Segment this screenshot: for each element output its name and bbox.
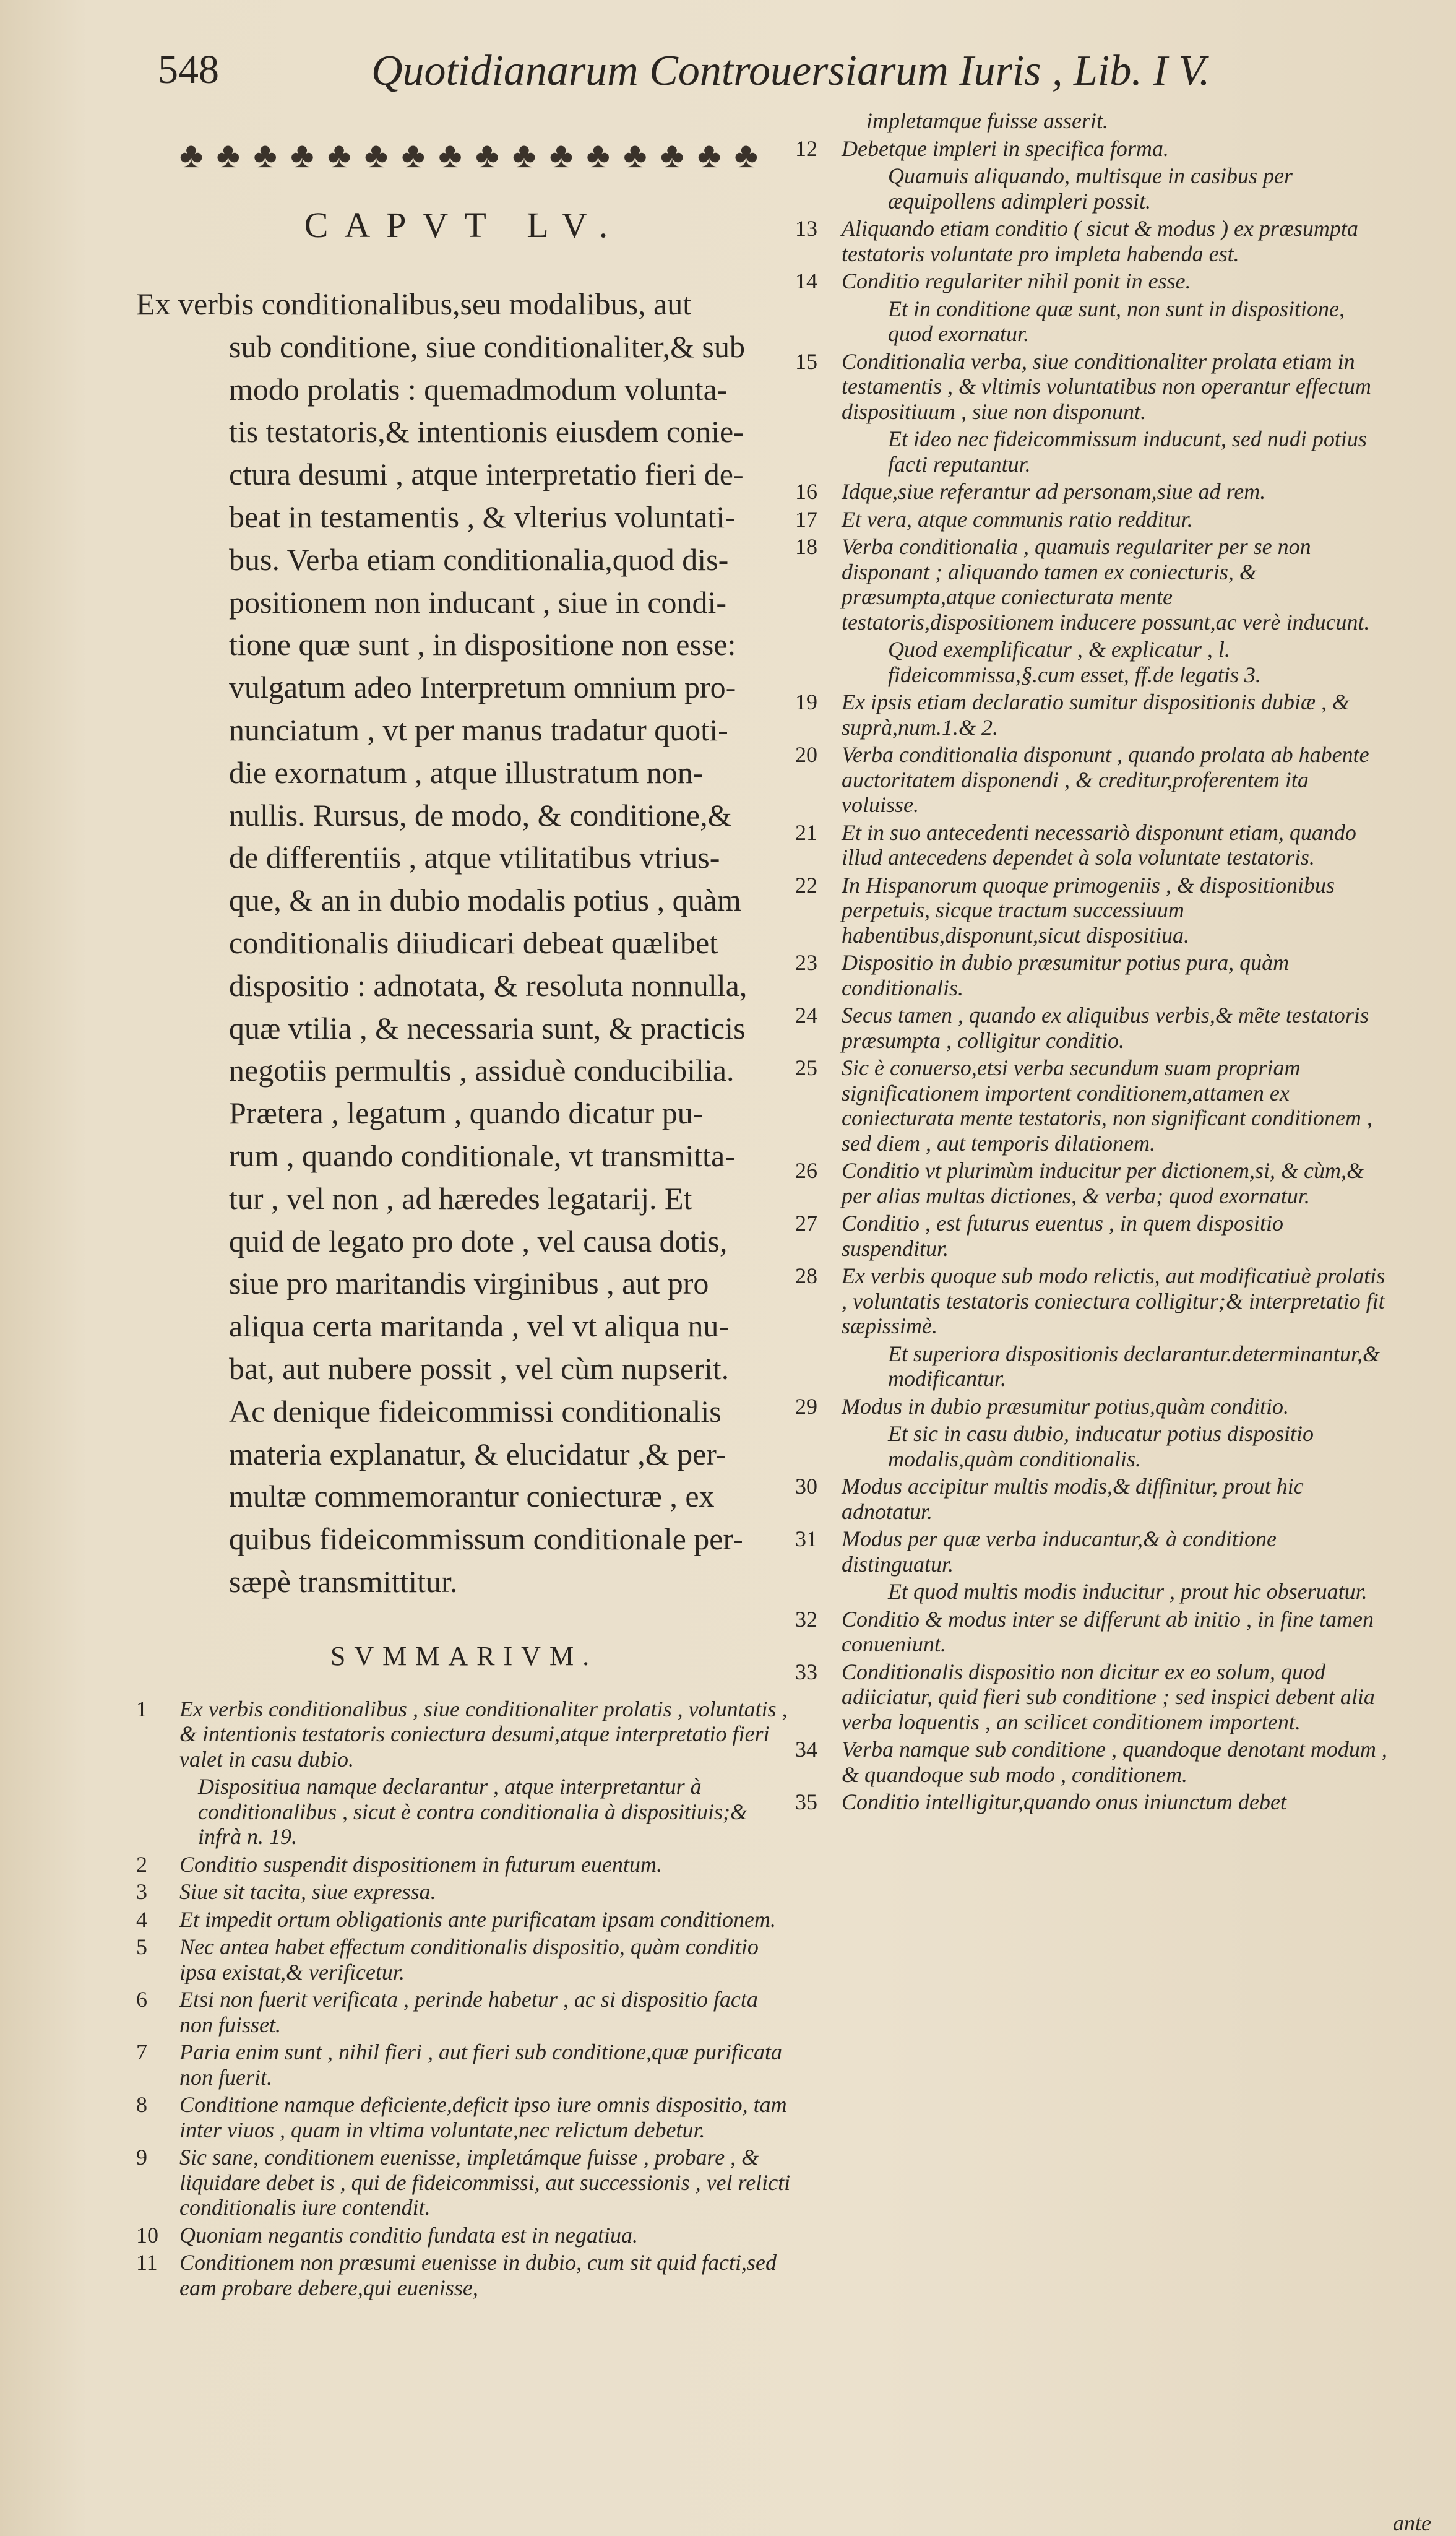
entry-text: Conditionalis dispositio non dicitur ex eo solum, quod adiiciatur, quid fieri sub conditione ; sed inspici debent alia verba loquentis , an scilicet conditionem importent. <box>842 1659 1375 1734</box>
entry-text: Conditionem non præsumi euenisse in dubio, cum sit quid facti,sed eam probare debere,qui euenisse, <box>179 2250 777 2300</box>
summary-entry <box>795 426 1389 477</box>
entry-number: 34 <box>795 1737 817 1762</box>
argument-line: tione quæ sunt , in dispositione non esse: <box>229 627 736 662</box>
entry-number: 35 <box>795 1789 817 1814</box>
summary-entry <box>795 534 1389 634</box>
fleuron-icon: ♣ <box>475 134 499 175</box>
summary-entry <box>136 1934 792 1984</box>
entry-text: Quod exemplificatur , & explicatur , l. fideicommissa,§.cum esset, ff.de legatis 3. <box>888 637 1261 687</box>
chapter-argument <box>136 283 792 1603</box>
entry-number: 23 <box>795 950 817 975</box>
fleuron-icon: ♣ <box>660 134 684 175</box>
summary-entry <box>795 507 1389 532</box>
argument-line: aliqua certa maritanda , vel vt aliqua nu- <box>229 1309 729 1344</box>
entry-text: Sic è conuerso,etsi verba secundum suam propriam significationem importent conditionem,attamen ex coniecturata mente testatoris, non significant conditionem , sed diem , aut temporis dilationem. <box>842 1055 1372 1156</box>
summarium-heading: SVMMARIVM. <box>330 1640 598 1671</box>
chapter-heading: CAPVT LV. <box>304 205 624 245</box>
argument-line: bus. Verba etiam conditionalia,quod dis- <box>229 542 729 577</box>
entry-text: Et impedit ortum obligationis ante purificatam ipsam conditionem. <box>179 1906 776 1932</box>
entry-text: Conditio suspendit dispositionem in futurum euentum. <box>179 1851 662 1877</box>
argument-line: Prætera , legatum , quando dicatur pu- <box>229 1096 704 1131</box>
fleuron-icon: ♣ <box>327 134 351 175</box>
entry-text: Verba conditionalia disponunt , quando prolata ab habente auctoritatem disponendi , & creditur,proferentem ita voluisse. <box>842 742 1369 817</box>
summary-entry <box>795 216 1389 266</box>
fleuron-icon: ♣ <box>401 134 425 175</box>
summary-entry <box>795 950 1389 1000</box>
entry-text: Aliquando etiam conditio ( sicut & modus ) ex præsumpta testatoris voluntate pro impleta habenda est. <box>842 216 1358 266</box>
argument-line: multæ commemorantur coniecturæ , ex <box>229 1479 715 1514</box>
argument-line: de differentiis , atque vtilitatibus vtrius- <box>229 840 720 875</box>
summary-entry <box>795 637 1389 687</box>
entry-text: Et in suo antecedenti necessariò disponunt etiam, quando illud antecedens dependet à sola voluntate testatoris. <box>842 820 1356 870</box>
summary-entry <box>795 269 1389 294</box>
summary-entry <box>795 820 1389 870</box>
entry-number: 26 <box>795 1158 817 1183</box>
entry-number: 33 <box>795 1659 817 1684</box>
argument-line: conditionalis diiudicari debeat quælibet <box>229 925 718 960</box>
entry-text: Et quod multis modis inducitur , prout hic obseruatur. <box>888 1579 1368 1604</box>
summary-entry <box>136 1774 792 1850</box>
entry-text: Et vera, atque communis ratio redditur. <box>842 506 1193 532</box>
entry-text: Conditio , est futurus euentus , in quem dispositio suspenditur. <box>842 1211 1284 1261</box>
fleuron-icon: ♣ <box>290 134 314 175</box>
entry-text: Quamuis aliquando, multisque in casibus per æquipollens adimpleri possit. <box>888 163 1293 214</box>
argument-line: Ex verbis conditionalibus,seu modalibus, aut <box>136 287 692 321</box>
entry-number: 27 <box>795 1211 817 1236</box>
argument-line: rum , quando conditionale, vt transmitta- <box>229 1138 735 1173</box>
summary-list-right <box>795 108 1389 1815</box>
summary-entry <box>795 1003 1389 1053</box>
entry-text: Et sic in casu dubio, inducatur potius dispositio modalis,quàm conditionalis. <box>888 1421 1314 1471</box>
entry-text: Conditio regulariter nihil ponit in esse. <box>842 269 1191 293</box>
fleuron-icon: ♣ <box>216 134 240 175</box>
entry-text: Verba conditionalia , quamuis regulariter per se non disponant ; aliquando tamen ex coniecturis, & præsumpta,atque coniecturata mente testatoris,dispositionem inducere possunt,ac verè inducunt. <box>842 534 1370 634</box>
entry-text: Ex ipsis etiam declaratio sumitur dispositionis dubiæ , & suprà,num.1.& 2. <box>842 690 1350 740</box>
summary-entry <box>136 2145 792 2220</box>
argument-line: materia explanatur, & elucidatur ,& per- <box>229 1436 726 1471</box>
entry-number <box>136 1774 179 1850</box>
argument-line: beat in testamentis , & vlterius voluntati- <box>229 499 735 534</box>
summary-entry <box>795 1211 1389 1261</box>
entry-number: 5 <box>136 1934 147 1960</box>
fleuron-icon: ♣ <box>438 134 462 175</box>
entry-text: Siue sit tacita, siue expressa. <box>179 1879 436 1905</box>
entry-number <box>795 1341 842 1391</box>
summary-entry <box>795 479 1389 504</box>
entry-number: 18 <box>795 534 817 559</box>
summary-entry <box>795 1737 1389 1787</box>
entry-number <box>795 637 842 687</box>
entry-number <box>795 1579 842 1604</box>
entry-number: 24 <box>795 1003 817 1028</box>
summary-entry <box>795 1158 1389 1208</box>
fleuron-icon: ♣ <box>623 134 647 175</box>
entry-number: 30 <box>795 1474 817 1499</box>
catchword: ante <box>1393 2511 1431 2535</box>
entry-number: 7 <box>136 2040 147 2065</box>
entry-number: 13 <box>795 216 817 241</box>
entry-text: Secus tamen , quando ex aliquibus verbis,& mẽte testatoris præsumpta , colligitur conditio. <box>842 1003 1369 1053</box>
argument-line: nullis. Rursus, de modo, & conditione,& <box>229 797 732 833</box>
entry-text: Ex verbis conditionalibus , siue conditionaliter prolatis , voluntatis , & intentionis testatoris coniectura desumi,atque interpretatio fieri valet in casu dubio. <box>179 1696 788 1772</box>
fleuron-icon: ♣ <box>512 134 536 175</box>
entry-text: Dispositio in dubio præsumitur potius pura, quàm conditionalis. <box>842 950 1290 1000</box>
entry-number <box>795 163 842 214</box>
argument-line: modo prolatis : quemadmodum volunta- <box>229 371 728 407</box>
fleuron-ornament <box>179 133 758 176</box>
summary-entry <box>136 2092 792 2142</box>
argument-line: que, & an in dubio modalis potius , quàm <box>229 883 741 918</box>
entry-number: 10 <box>136 2222 158 2248</box>
argument-line: negotiis permultis , assiduè conducibilia. <box>229 1053 734 1088</box>
entry-number: 29 <box>795 1393 817 1419</box>
entry-number <box>795 296 842 347</box>
argument-line: die exornatum , atque illustratum non- <box>229 755 704 790</box>
argument-line: quæ vtilia , & necessaria sunt, & practicis <box>229 1010 746 1045</box>
entry-text: Et in conditione quæ sunt, non sunt in dispositione, quod exornatur. <box>888 296 1345 346</box>
entry-number: 2 <box>136 1851 147 1877</box>
summary-entry <box>795 1474 1389 1524</box>
summary-entry <box>795 690 1389 740</box>
argument-line: tis testatoris,& intentionis eiusdem conie- <box>229 414 744 449</box>
entry-number: 16 <box>795 479 817 504</box>
entry-text: Idque,siue referantur ad personam,siue ad rem. <box>842 479 1266 504</box>
summary-entry <box>795 1394 1389 1419</box>
running-title: Quotidianarum Controuersiarum Iuris , Lib. I V. <box>371 47 1210 95</box>
entry-number: 1 <box>136 1696 147 1721</box>
entry-text: Sic sane, conditionem euenisse, impletámque fuisse , probare , & liquidare debet is , qui de fideicommissi, aut successionis , vel relicti conditionalis iure contendit. <box>179 2145 791 2220</box>
argument-line: dispositio : adnotata, & resoluta nonnulla, <box>229 967 747 1003</box>
entry-number: 17 <box>795 506 817 532</box>
argument-line: sub conditione, siue conditionaliter,& sub <box>229 329 745 364</box>
entry-number: 8 <box>136 2092 147 2118</box>
argument-line: quibus fideicommissum conditionale per- <box>229 1521 743 1557</box>
running-header <box>158 46 1389 102</box>
entry-number: 31 <box>795 1526 817 1551</box>
argument-line: nunciatum , vt per manus tradatur quoti- <box>229 712 728 747</box>
summary-entry <box>136 1879 792 1905</box>
summary-list-left <box>136 1697 792 2301</box>
entry-text: Modus accipitur multis modis,& diffinitur, prout hic adnotatur. <box>842 1474 1304 1524</box>
summary-entry <box>795 349 1389 425</box>
summary-entry <box>136 1697 792 1772</box>
summary-entry <box>795 1341 1389 1391</box>
summary-entry <box>136 1852 792 1877</box>
entry-text: Verba namque sub conditione , quandoque denotant modum , & quandoque sub modo , conditionem. <box>842 1737 1387 1787</box>
entry-number: 11 <box>136 2250 158 2275</box>
entry-number <box>795 1421 842 1471</box>
entry-number: 22 <box>795 872 817 898</box>
entry-text: Modus per quæ verba inducantur,& à conditione distinguatur. <box>842 1526 1277 1577</box>
entry-text: Et ideo nec fideicommissum inducunt, sed nudi potius facti reputantur. <box>888 426 1367 477</box>
argument-line: Ac denique fideicommissi conditionalis <box>229 1393 722 1429</box>
entry-text: Conditio vt plurimùm inducitur per dictionem,si, & cùm,& per alias multas dictiones, & verba; quod exornatur. <box>842 1158 1364 1208</box>
argument-line: vulgatum adeo Interpretum omnium pro- <box>229 670 736 705</box>
entry-number: 6 <box>136 1987 147 2012</box>
summary-entry <box>136 2250 792 2300</box>
summary-entry <box>795 873 1389 948</box>
entry-number: 20 <box>795 742 817 767</box>
entry-number: 25 <box>795 1055 817 1080</box>
entry-text: Quoniam negantis conditio fundata est in negatiua. <box>179 2222 638 2248</box>
entry-text: Dispositiua namque declarantur , atque interpretantur à conditionalibus , sicut è contra conditionalia à dispositiuis;& infrà n. 19. <box>198 1774 747 1850</box>
entry-text: Etsi non fuerit verificata , perinde habetur , ac si dispositio facta non fuisset. <box>179 1987 758 2037</box>
argument-line: ctura desumi , atque interpretatio fieri de- <box>229 457 744 492</box>
fleuron-icon: ♣ <box>253 134 277 175</box>
left-column <box>136 186 792 2303</box>
argument-line: tur , vel non , ad hæredes legatarij. Et <box>229 1180 692 1216</box>
entry-number: 28 <box>795 1263 817 1288</box>
summary-entry <box>795 1055 1389 1156</box>
summary-entry <box>795 1789 1389 1815</box>
entry-text: Et superiora dispositionis declarantur.determinantur,& modificantur. <box>888 1341 1381 1391</box>
fleuron-icon: ♣ <box>364 134 388 175</box>
entry-number <box>795 426 842 477</box>
entry-text: Conditio & modus inter se differunt ab initio , in fine tamen conueniunt. <box>842 1606 1374 1656</box>
entry-text: Ex verbis quoque sub modo relictis, aut modificatiuè prolatis , voluntatis testatoris coniectura colligitur;& interpretatio fit sæpissimè. <box>842 1263 1385 1338</box>
summary-entry <box>795 1579 1389 1604</box>
argument-line: siue pro maritandis virginibus , aut pro <box>229 1266 709 1301</box>
fleuron-icon: ♣ <box>697 134 721 175</box>
entry-text: Debetque impleri in specifica forma. <box>842 136 1169 161</box>
summary-entry <box>795 1421 1389 1471</box>
summary-entry <box>795 1607 1389 1657</box>
summary-entry <box>136 2223 792 2248</box>
argument-line: positionem non inducant , siue in condi- <box>229 584 727 620</box>
entry-text: In Hispanorum quoque primogeniis , & dispositionibus perpetuis, sicque tractum successiuum habentibus,disponunt,sicut dispositiua. <box>842 872 1335 948</box>
summary-entry <box>795 1263 1389 1339</box>
entry-text: Conditionalia verba, siue conditionaliter prolata etiam in testamentis , & vltimis voluntatibus non operantur effectum dispositiuum , siue non disponunt. <box>842 348 1371 424</box>
entry-number: 32 <box>795 1606 817 1632</box>
entry-number: 12 <box>795 136 817 161</box>
argument-line: sæpè transmittitur. <box>229 1564 458 1599</box>
entry-text: Conditio intelligitur,quando onus iniunctum debet <box>842 1789 1286 1814</box>
argument-line: quid de legato pro dote , vel causa dotis, <box>229 1223 728 1258</box>
summary-entry <box>136 2040 792 2090</box>
summary-entry <box>795 108 1389 134</box>
fleuron-icon: ♣ <box>179 134 204 175</box>
entry-number: 21 <box>795 820 817 845</box>
entry-number: 14 <box>795 269 817 293</box>
entry-text: impletamque fuisse asserit. <box>866 108 1108 133</box>
entry-number: 19 <box>795 690 817 714</box>
argument-line: bat, aut nubere possit , vel cùm nupserit. <box>229 1351 730 1386</box>
summary-entry <box>136 1987 792 2037</box>
summary-entry <box>136 1907 792 1932</box>
fleuron-icon: ♣ <box>549 134 573 175</box>
summary-entry <box>795 742 1389 818</box>
entry-text: Modus in dubio præsumitur potius,quàm conditio. <box>842 1393 1290 1419</box>
entry-text: Conditione namque deficiente,deficit ipso iure omnis dispositio, tam inter viuos , quam in vltima voluntate,nec relictum debetur. <box>179 2092 787 2142</box>
fleuron-icon: ♣ <box>734 134 758 175</box>
summary-entry <box>795 296 1389 347</box>
entry-number: 9 <box>136 2145 147 2170</box>
entry-number: 4 <box>136 1906 147 1932</box>
entry-text: Nec antea habet effectum conditionalis dispositio, quàm conditio ipsa existat,& verificetur. <box>179 1934 759 1984</box>
summary-entry <box>795 1526 1389 1577</box>
entry-number: 15 <box>795 348 817 374</box>
page-number: 548 <box>158 47 219 92</box>
entry-number: 3 <box>136 1879 147 1905</box>
summary-entry <box>795 136 1389 162</box>
right-column <box>795 108 1389 1817</box>
entry-text: Paria enim sunt , nihil fieri , aut fieri sub conditione,quæ purificata non fuerit. <box>179 2040 782 2090</box>
fleuron-icon: ♣ <box>586 134 610 175</box>
summary-entry <box>795 1660 1389 1735</box>
summary-entry <box>795 163 1389 214</box>
